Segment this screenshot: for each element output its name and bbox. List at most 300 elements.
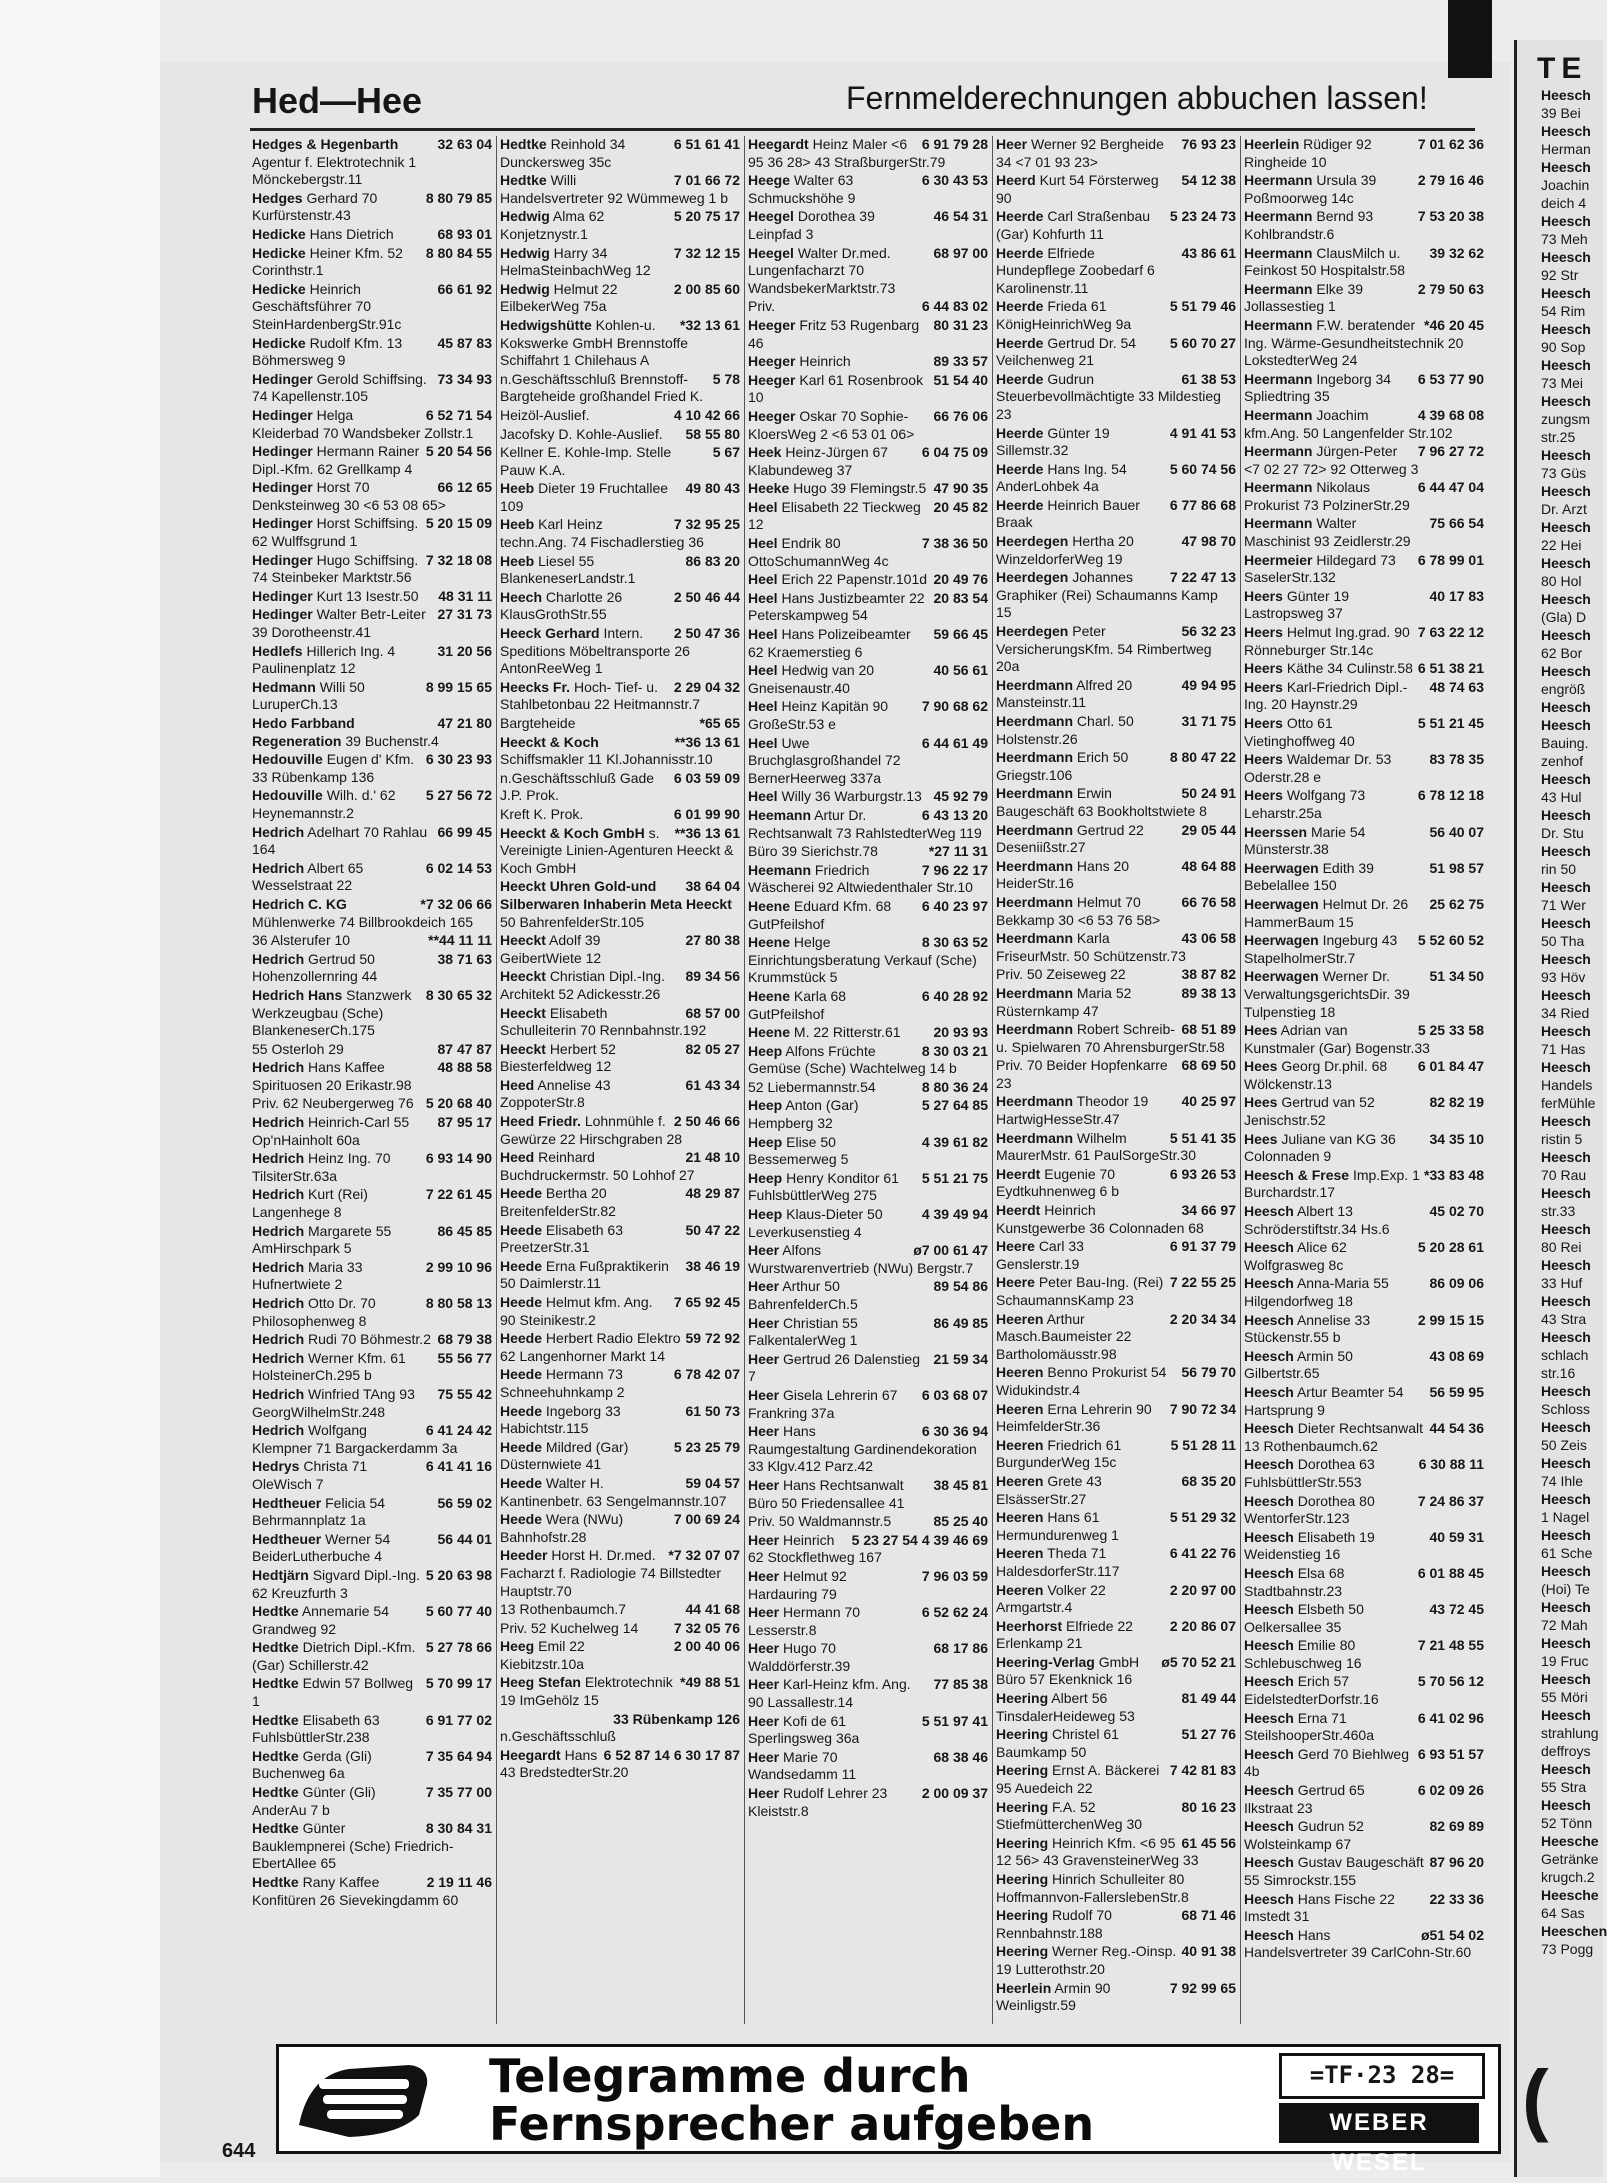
directory-entry xyxy=(996,1130,1236,1165)
entry-name: Heesch xyxy=(1244,1854,1294,1871)
next-page-line: zungsm xyxy=(1541,411,1591,427)
directory-entry xyxy=(748,626,988,661)
next-page-edge xyxy=(1514,40,1607,2177)
directory-entry xyxy=(1244,932,1484,967)
entry-name: Heers xyxy=(1244,624,1283,641)
entry-details: Hans Polizeibeamter 62 Kraemerstieg 6 xyxy=(748,626,911,660)
phone-number: 6 91 77 02 xyxy=(425,1711,492,1728)
entry-details: Heinz Kapitän 90 GroßeStr.53 e xyxy=(748,698,889,732)
directory-entry xyxy=(748,1024,988,1042)
phone-number: 68 69 50 xyxy=(1181,1057,1236,1074)
directory-entry xyxy=(996,1582,1236,1617)
phone-number: 86 83 20 xyxy=(685,552,740,569)
phone-number: 5 23 24 73 xyxy=(1169,208,1236,225)
entry-details: Kurt (Rei) Langenhege 8 xyxy=(252,1186,368,1221)
entry-details: Emil 22 Kiebitzstr.10a xyxy=(500,1638,585,1672)
directory-entry xyxy=(252,860,492,895)
entry-details: Erna Fußpraktikerin 50 Daimlerstr.11 xyxy=(500,1257,669,1292)
entry-details: Heinrich Bauer Braak xyxy=(996,496,1140,531)
entry-name: Heerdmann xyxy=(996,713,1074,729)
entry-details: Christa 71 OleWisch 7 xyxy=(252,1458,368,1492)
entry-name: Heerdmann xyxy=(996,785,1074,802)
directory-entry xyxy=(500,516,740,551)
phone-number: 56 32 23 xyxy=(1181,623,1236,640)
directory-entry xyxy=(252,1386,492,1421)
directory-entry xyxy=(500,1674,740,1709)
directory-entry xyxy=(500,1620,740,1638)
directory-entry xyxy=(996,1907,1236,1942)
phone-number: 51 54 40 xyxy=(933,371,988,388)
entry-details: Werner Reg.-Oinsp. 19 Lutterothstr.20 xyxy=(996,1943,1177,1977)
entry-details: Ingeborg 34 Spliedtring 35 xyxy=(1244,370,1392,405)
directory-entry xyxy=(996,822,1236,857)
entry-name: Heene xyxy=(748,987,791,1004)
entry-name: Heering xyxy=(996,1943,1049,1960)
phone-number: 68 57 00 xyxy=(685,1004,740,1021)
phone-number: 87 95 17 xyxy=(437,1114,492,1131)
entry-details: Elisabeth Schulleiterin 70 Rennbahnstr.192 xyxy=(500,1004,707,1039)
entry-details: Heinrich-Carl 55 Op'nHainholt 60a xyxy=(252,1114,410,1148)
phone-number: 6 52 62 24 xyxy=(921,1604,988,1621)
phone-number: 7 42 81 83 xyxy=(1169,1762,1236,1779)
listing-column-3 xyxy=(748,136,988,2024)
phone-number: 66 61 92 xyxy=(437,280,492,297)
phone-number: 68 17 86 xyxy=(933,1640,988,1657)
directory-entry xyxy=(1244,479,1484,514)
entry-details: Alfons Früchte Gemüse (Sche) Wachtelweg 14 b xyxy=(748,1042,957,1077)
directory-entry xyxy=(1244,1891,1484,1926)
entry-details: 36 Alsterufer 10 xyxy=(252,932,351,949)
phone-number: 7 65 92 45 xyxy=(673,1294,740,1310)
directory-entry xyxy=(252,1331,492,1349)
phone-number: 5 51 79 46 xyxy=(1169,298,1236,315)
directory-entry xyxy=(1244,1637,1484,1672)
directory-entry xyxy=(748,934,988,987)
entry-name: Heede xyxy=(500,1185,543,1202)
entry-details: Ingeborg 33 Habichtstr.115 xyxy=(500,1402,621,1437)
entry-name: Heesch xyxy=(1244,1709,1294,1726)
directory-entry xyxy=(500,245,740,280)
directory-entry xyxy=(996,371,1236,424)
entry-name: Heene xyxy=(748,897,791,914)
directory-entry xyxy=(1244,1818,1484,1853)
entry-name: Heeb xyxy=(500,480,535,497)
entry-name: Heer xyxy=(748,1423,780,1440)
entry-name: Heerdmann xyxy=(996,1021,1074,1038)
listing-columns xyxy=(252,136,1484,2024)
entry-details: Wilh. d.' 62 Heynemannstr.2 xyxy=(252,787,396,821)
directory-entry xyxy=(1244,371,1484,406)
directory-entry xyxy=(748,1604,988,1639)
directory-entry xyxy=(1244,751,1484,786)
entry-details: Wera (NWu) Bahnhofstr.28 xyxy=(500,1511,624,1545)
entry-details: 13 Rothenbaumch.7 xyxy=(500,1601,627,1618)
directory-entry xyxy=(1244,281,1484,316)
entry-details: Juliane van KG 36 Colonnaden 9 xyxy=(1244,1130,1396,1165)
phone-number: 5 51 21 45 xyxy=(1417,715,1484,731)
phone-number: 2 50 47 36 xyxy=(673,625,740,642)
entry-details: Helmut 70 Bekkamp 30 <6 53 76 58> xyxy=(996,893,1161,928)
phone-number: 7 32 05 76 xyxy=(673,1619,740,1636)
entry-details: Robert Schreib- u. Spielwaren 70 AhrensburgerStr.58 xyxy=(996,1021,1225,1055)
directory-entry xyxy=(252,1114,492,1149)
phone-number: 61 38 53 xyxy=(1181,370,1236,387)
entry-details: Adrian van Kunstmaler (Gar) Bogenstr.33 xyxy=(1244,1022,1430,1056)
entry-details: Jürgen-Peter <7 02 27 72> 92 Otterweg 3 xyxy=(1244,443,1419,477)
phone-number: 5 20 63 98 xyxy=(425,1566,492,1583)
next-page-line: 34 Ried xyxy=(1541,1005,1590,1021)
directory-entry xyxy=(748,535,988,570)
entry-details: Hans Justizbeamter 22 Peterskampweg 54 xyxy=(748,589,925,624)
column-divider xyxy=(496,136,497,2024)
next-page-line: Joachin xyxy=(1541,177,1590,193)
directory-entry xyxy=(252,515,492,550)
directory-entry xyxy=(748,499,988,534)
phone-number: ø7 00 61 47 xyxy=(913,1242,988,1259)
entry-details: Herbert Radio Elektro 62 Langenhorner Markt 14 xyxy=(500,1330,681,1364)
entry-details: Horst 70 Denksteinweg 30 <6 53 08 65> xyxy=(252,479,446,513)
entry-name: Heeckt & Koch GmbH xyxy=(500,824,645,841)
entry-name: Heeren xyxy=(996,1310,1044,1327)
entry-name: Heering xyxy=(996,1871,1049,1887)
next-page-line: 73 Mei xyxy=(1541,375,1584,391)
entry-details: Erich 57 EidelstedterDorfstr.16 xyxy=(1244,1673,1379,1708)
entry-details: Helmut 92 Hardauring 79 xyxy=(748,1567,847,1602)
next-page-line: Heesch xyxy=(1541,1671,1591,1687)
entry-name: Heeckt & Koch xyxy=(500,733,599,750)
entry-name: Hedtheuer xyxy=(252,1530,322,1547)
phone-number: 46 54 31 xyxy=(933,208,988,225)
entry-details: Hans Handelsvertreter 39 CarlCohn-Str.60 xyxy=(1244,1926,1472,1961)
phone-number: 6 01 84 47 xyxy=(1417,1058,1484,1075)
phone-number: 2 00 09 37 xyxy=(921,1785,988,1802)
phone-number: 45 87 83 xyxy=(437,334,492,351)
phone-number: 6 30 43 53 xyxy=(921,172,988,189)
entry-details: s. Vereinigte Linien-Agenturen Heeckt & Koch GmbH xyxy=(500,824,734,876)
entry-details: Käthe 34 Culinstr.58 xyxy=(1286,660,1413,677)
entry-details: Lohnmühle f. Gewürze 22 Hirschgraben 28 xyxy=(500,1113,683,1147)
directory-entry xyxy=(252,643,492,678)
entry-name: Heer xyxy=(748,1278,780,1295)
entry-details: Walter Maschinist 93 Zeidlerstr.29 xyxy=(1244,515,1411,550)
entry-details: Alma 62 Konjetznystr.1 xyxy=(500,208,605,242)
directory-entry xyxy=(252,443,492,478)
entry-details: Hans Dietrich xyxy=(309,225,394,242)
directory-entry xyxy=(996,1093,1236,1128)
directory-entry xyxy=(996,1401,1236,1436)
entry-details: Hillerich Ing. 4 Paulinenplatz 12 xyxy=(252,642,396,677)
phone-number: 56 59 95 xyxy=(1429,1383,1484,1400)
phone-number: 7 01 62 36 xyxy=(1417,136,1484,152)
entry-details: Gertrud Dr. 54 Veilchenweg 21 xyxy=(996,334,1137,369)
directory-entry xyxy=(252,1784,492,1819)
phone-number: 44 41 68 xyxy=(685,1601,740,1618)
entry-name: Heemann xyxy=(748,861,812,878)
directory-entry xyxy=(1244,172,1484,207)
directory-entry xyxy=(748,1242,988,1277)
directory-entry xyxy=(996,1835,1236,1870)
phone-number: 7 01 66 72 xyxy=(673,172,740,189)
phone-number: 6 03 59 09 xyxy=(673,769,740,786)
next-page-line: Heesch xyxy=(1541,663,1591,679)
entry-name: Heede xyxy=(500,1294,543,1310)
phone-number: 86 09 06 xyxy=(1429,1275,1484,1292)
directory-entry xyxy=(748,1749,988,1784)
entry-name: Heel xyxy=(748,589,778,606)
phone-number: 4 10 42 66 xyxy=(673,406,740,423)
phone-number: 6 30 17 87 xyxy=(673,1746,740,1763)
entry-details: Ernst A. Bäckerei 95 Auedeich 22 xyxy=(996,1762,1160,1797)
phone-number: 82 05 27 xyxy=(685,1040,740,1057)
directory-entry xyxy=(1244,1384,1484,1419)
directory-entry xyxy=(1244,1673,1484,1708)
entry-name: Heerde xyxy=(996,298,1044,315)
directory-entry xyxy=(748,1568,988,1603)
entry-name: Heerdegen xyxy=(996,533,1069,550)
entry-name: Heesch xyxy=(1244,1673,1294,1690)
phone-number: **36 13 61 xyxy=(674,733,740,750)
entry-details: Hans Fische 22 Imstedt 31 xyxy=(1244,1890,1395,1925)
entry-name: Heene xyxy=(748,934,791,951)
directory-entry xyxy=(500,371,740,406)
directory-entry xyxy=(500,1294,740,1329)
next-page-line: (Hoi) Te xyxy=(1541,1581,1590,1597)
entry-name: Heermann xyxy=(1244,406,1313,423)
phone-number: 5 67 xyxy=(712,444,740,461)
directory-entry xyxy=(1244,968,1484,1021)
entry-name: Heerdmann xyxy=(996,930,1074,947)
entry-details: Peter VersicherungsKfm. 54 Rimbertweg 20a xyxy=(996,623,1212,675)
directory-entry xyxy=(748,372,988,407)
directory-entry xyxy=(1244,679,1484,714)
entry-details: Günter 19 Lastropsweg 37 xyxy=(1244,587,1350,622)
entry-name: Hedicke xyxy=(252,244,306,261)
directory-entry xyxy=(500,1149,740,1184)
phone-number: 56 40 07 xyxy=(1429,823,1484,840)
entry-details: Helge Einrichtungsberatung Verkauf (Sche) Krummstück 5 xyxy=(748,934,977,986)
directory-entry xyxy=(996,425,1236,460)
phone-number: 43 72 45 xyxy=(1429,1601,1484,1618)
entry-details: Kofi de 61 Sperlingsweg 36a xyxy=(748,1712,860,1747)
next-page-line: 93 Höv xyxy=(1541,969,1586,985)
entry-details: Gertrud 22 Deseniißstr.27 xyxy=(996,821,1144,856)
entry-name: Heesch xyxy=(1244,1745,1294,1762)
directory-entry xyxy=(500,426,740,444)
directory-entry xyxy=(1244,588,1484,623)
directory-entry xyxy=(252,1639,492,1674)
entry-details: Kurt 13 Isestr.50 xyxy=(316,587,419,604)
directory-entry xyxy=(1244,407,1484,442)
directory-entry xyxy=(252,1567,492,1602)
phone-number: 6 41 02 96 xyxy=(1417,1709,1484,1726)
entry-details: Sigvard Dipl.-Ing. 62 Kreuzfurth 3 xyxy=(252,1566,421,1601)
entry-details: Erich 50 Griegstr.106 xyxy=(996,749,1129,783)
entry-name: Hedrys xyxy=(252,1458,300,1475)
entry-details: Armin 50 Gilbertstr.65 xyxy=(1244,1347,1353,1382)
next-page-line: Heesch xyxy=(1541,1491,1591,1507)
entry-details: Rudolf Lehrer 23 Kleiststr.8 xyxy=(748,1785,888,1819)
entry-name: Heesch xyxy=(1244,1456,1294,1473)
phone-number: 4 39 49 94 xyxy=(921,1206,988,1223)
directory-entry xyxy=(996,1202,1236,1237)
phone-number: 58 55 80 xyxy=(685,425,740,442)
directory-entry xyxy=(996,1311,1236,1364)
entry-name: Hedtke xyxy=(252,1675,299,1692)
phone-number: 7 00 69 24 xyxy=(673,1511,740,1528)
phone-number: 7 22 47 13 xyxy=(1169,569,1236,586)
phone-number: 75 55 42 xyxy=(437,1385,492,1402)
entry-details: Carl 33 Genslerstr.19 xyxy=(996,1238,1084,1272)
directory-entry xyxy=(748,1785,988,1820)
phone-number: 61 50 73 xyxy=(685,1402,740,1419)
phone-number: 66 76 06 xyxy=(933,407,988,424)
phone-number: 50 24 91 xyxy=(1181,785,1236,802)
entry-details: Horst H. Dr.med. Facharzt f. Radiologie 74 Billstedter Hauptstr.70 xyxy=(500,1547,721,1599)
entry-details: Hertha 20 WinzeldorferWeg 19 xyxy=(996,533,1134,567)
entry-name: Heecks Fr. xyxy=(500,678,571,695)
directory-entry xyxy=(996,966,1236,984)
entry-name: Hees xyxy=(1244,1058,1278,1075)
directory-entry xyxy=(252,1259,492,1294)
entry-name: Heede xyxy=(500,1511,543,1528)
phone-number: 31 20 56 xyxy=(437,642,492,659)
entry-details: Edwin 57 Bollweg 1 xyxy=(252,1675,414,1710)
entry-name: Heede xyxy=(500,1221,543,1238)
entry-name: Heesch xyxy=(1244,1564,1294,1581)
directory-entry xyxy=(996,1473,1236,1508)
entry-details: Heinrich Kunstgewerbe 36 Colonnaden 68 xyxy=(996,1202,1204,1236)
directory-entry xyxy=(252,245,492,280)
entry-details: Erwin Baugeschäft 63 Bookholtstwiete 8 xyxy=(996,785,1207,819)
directory-entry xyxy=(996,461,1236,496)
entry-name: Hedwigshütte xyxy=(500,316,592,333)
entry-name: Heesch xyxy=(1244,1311,1294,1328)
directory-entry xyxy=(748,1278,988,1313)
phone-number: 6 53 77 90 xyxy=(1417,370,1484,387)
directory-entry xyxy=(748,662,988,697)
directory-entry xyxy=(252,751,492,786)
entry-details: Heinz Ing. 70 TilsiterStr.63a xyxy=(252,1150,391,1184)
directory-entry xyxy=(500,1601,740,1619)
entry-details: Elisabeth 22 Tieckweg 12 xyxy=(748,498,921,533)
directory-entry xyxy=(1244,136,1484,171)
entry-details: Ursula 39 Poßmoorweg 14c xyxy=(1244,172,1377,206)
entry-details: Annelise 43 ZoppoterStr.8 xyxy=(500,1076,611,1111)
phone-number: 85 25 40 xyxy=(933,1513,988,1530)
entry-details: Erna Lehrerin 90 HeimfelderStr.36 xyxy=(996,1400,1152,1435)
next-page-line: Heesch xyxy=(1541,771,1591,787)
entry-details: Heinrich Kfm. <6 95 12 56> 43 GravensteinerWeg 33 xyxy=(996,1834,1199,1869)
entry-details: Rudolf Kfm. 13 Böhmersweg 9 xyxy=(252,334,403,369)
entry-name: Heer xyxy=(748,1567,780,1584)
entry-name: Heesch xyxy=(1244,1637,1294,1654)
entry-name: Heer xyxy=(748,1785,780,1802)
entry-name: Heer xyxy=(748,1604,780,1621)
entry-details: Eugen d' Kfm. 33 Rübenkamp 136 xyxy=(252,751,415,785)
phone-number: 6 41 41 16 xyxy=(425,1458,492,1475)
directory-entry xyxy=(252,951,492,986)
next-page-line: Heesch xyxy=(1541,393,1591,409)
entry-details: Elke 39 Jollassestieg 1 xyxy=(1244,280,1364,315)
phone-number: 39 32 62 xyxy=(1429,244,1484,261)
entry-details: Priv. 50 Zeiseweg 22 xyxy=(996,966,1126,983)
next-page-line: Herman xyxy=(1541,141,1591,157)
phone-number: 68 71 46 xyxy=(1181,1907,1236,1924)
entry-details: Dorothea 80 WentorferStr.123 xyxy=(1244,1492,1375,1527)
entry-details: Dietrich Dipl.-Kfm. (Gar) Schillerstr.42 xyxy=(252,1639,416,1673)
entry-details: Reinhard Buchdruckermstr. 50 Lohhof 27 xyxy=(500,1149,695,1183)
entry-name: Heerwagen xyxy=(1244,859,1319,876)
next-page-line: Heesch xyxy=(1541,87,1591,103)
directory-entry xyxy=(996,1690,1236,1725)
phone-number: 50 47 22 xyxy=(685,1221,740,1238)
entry-details: Annemarie 54 Grandweg 92 xyxy=(252,1603,389,1637)
entry-details: Christian 55 FalkentalerWeg 1 xyxy=(748,1314,858,1349)
next-page-line: 62 Bor xyxy=(1541,645,1583,661)
entry-name: Heerde xyxy=(996,496,1044,513)
next-page-line: 80 Rei xyxy=(1541,1239,1582,1255)
directory-entry xyxy=(1244,896,1484,931)
directory-entry xyxy=(500,589,740,624)
entry-name: Hedwig xyxy=(500,244,550,261)
entry-name: Heeger xyxy=(748,316,796,333)
phone-number: 5 60 70 27 xyxy=(1169,334,1236,351)
entry-details: Emilie 80 Schlebuschweg 16 xyxy=(1244,1637,1362,1671)
phone-number: 7 92 99 65 xyxy=(1169,1979,1236,1996)
entry-details: Dorothea 63 FuhlsbüttlerStr.553 xyxy=(1244,1456,1375,1490)
directory-entry xyxy=(748,898,988,933)
directory-entry xyxy=(500,806,740,824)
entry-details: Walter H. Kantinenbetr. 63 Sengelmannstr.107 xyxy=(500,1474,727,1509)
phone-number: 5 70 99 17 xyxy=(425,1675,492,1692)
entry-details: Henry Konditor 61 FuhlsbüttlerWeg 275 xyxy=(748,1169,899,1204)
next-page-line: 39 Bei xyxy=(1541,105,1581,121)
directory-entry xyxy=(500,715,740,733)
entry-name: Heerdmann xyxy=(996,857,1074,874)
entry-details: Karla FriseurMstr. 50 Schützenstr.73 xyxy=(996,930,1186,964)
entry-details: Otto Dr. 70 Philosophenweg 8 xyxy=(252,1295,376,1329)
entry-name: Heech xyxy=(500,588,543,605)
entry-name: Hedges & Hegenbarth xyxy=(252,136,399,152)
entry-details: Karl 61 Rosenbrook 10 xyxy=(748,371,924,406)
entry-name: Heerlein xyxy=(996,1979,1052,1996)
phone-number: 66 12 65 xyxy=(437,479,492,496)
entry-details: Gertrud 26 Dalenstieg 7 xyxy=(748,1350,920,1385)
next-page-line: 64 Sas xyxy=(1541,1905,1585,1921)
phone-number: 66 99 45 xyxy=(437,823,492,840)
phone-number: 20 93 93 xyxy=(933,1024,988,1041)
phone-number: 6 30 36 94 xyxy=(921,1423,988,1440)
entry-details: Marie 70 Wandsedamm 11 xyxy=(748,1748,857,1783)
directory-entry xyxy=(748,1170,988,1205)
phone-number: 61 43 34 xyxy=(685,1076,740,1093)
directory-entry xyxy=(252,335,492,370)
directory-entry xyxy=(748,245,988,298)
directory-entry xyxy=(252,1223,492,1258)
entry-details: Hans 20 HeiderStr.16 xyxy=(996,857,1130,892)
phone-number: *65 65 xyxy=(699,715,740,731)
entry-details: Grete 43 ElsässerStr.27 xyxy=(996,1472,1102,1507)
entry-name: Hedtke xyxy=(252,1784,299,1801)
directory-entry xyxy=(252,226,492,244)
directory-entry xyxy=(1244,1348,1484,1383)
entry-details: Hermann Rainer Dipl.-Kfm. 62 Grellkamp 4 xyxy=(252,443,420,477)
next-page-line: Getränke xyxy=(1541,1851,1599,1867)
next-page-line: Heesch xyxy=(1541,1023,1591,1039)
entry-name: Heerde xyxy=(996,244,1044,261)
directory-entry xyxy=(1244,1927,1484,1962)
phone-number: 56 79 70 xyxy=(1181,1364,1236,1381)
